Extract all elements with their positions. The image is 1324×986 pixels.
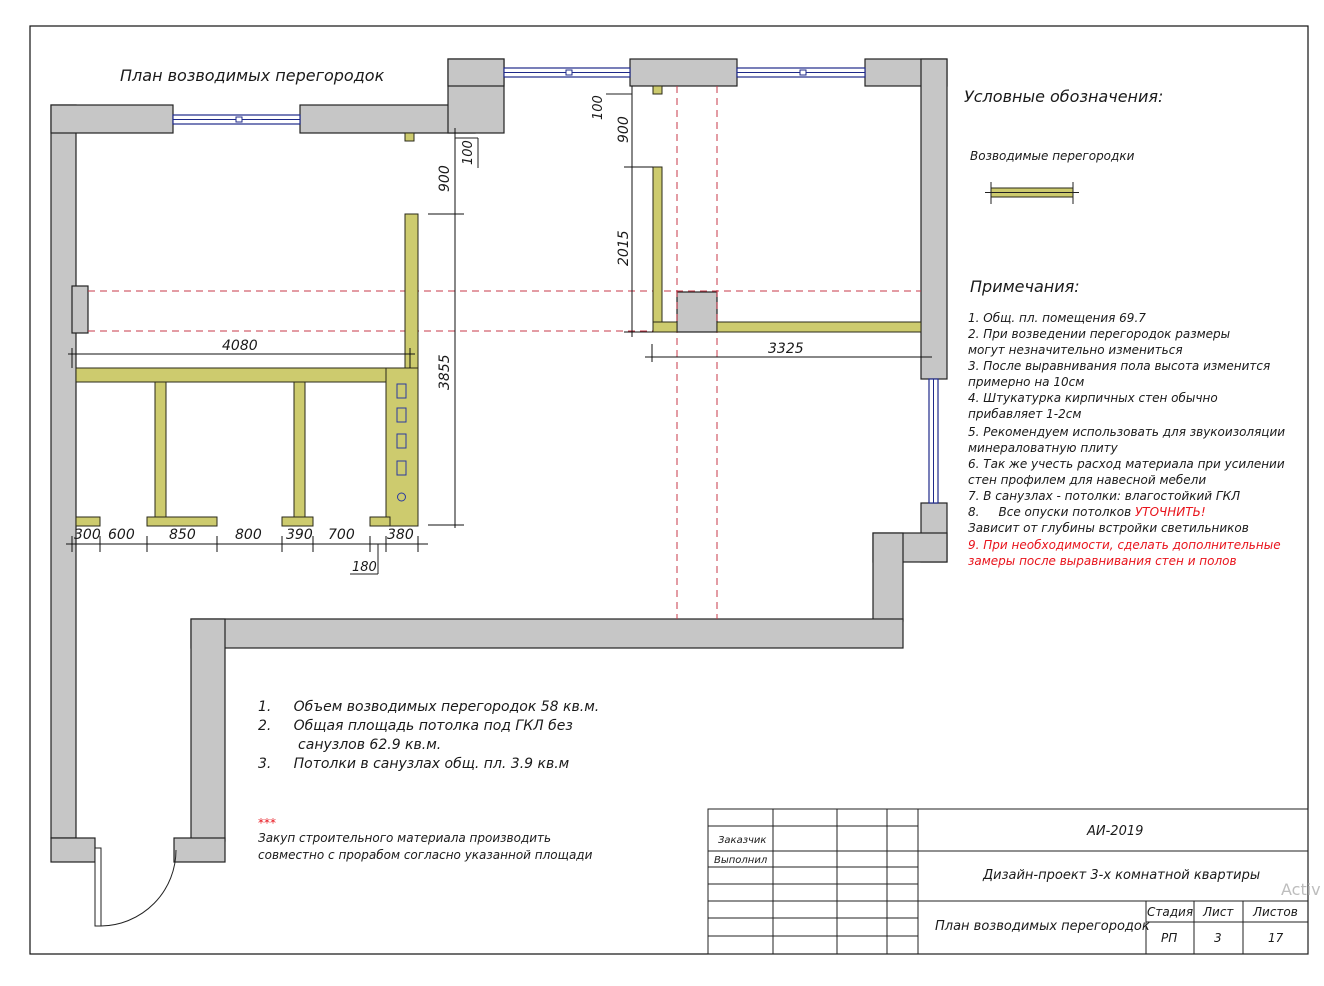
partition-horizontal-left	[76, 368, 418, 382]
wall-left	[51, 105, 76, 838]
note-8-text: 8. Все опуски потолков	[968, 505, 1135, 519]
note-line-14: Зависит от глубины встройки светильников	[968, 521, 1249, 535]
legend-item-label: Возводимые перегородки	[970, 149, 1135, 163]
partition-stub-right	[653, 86, 662, 94]
wall-entrance-right	[174, 838, 225, 862]
summary-line-2: 2. Общая площадь потолка под ГКЛ без	[258, 718, 573, 734]
notes-title: Примечания:	[970, 277, 1080, 296]
title-block	[708, 809, 1308, 954]
note-line-5: примерно на 10см	[968, 375, 1085, 389]
dim-800-label: 800	[235, 527, 262, 543]
wall-top-step	[448, 59, 504, 86]
notes	[968, 277, 1285, 568]
dim-100b-label: 100	[591, 95, 606, 120]
dim-850-label: 850	[169, 527, 196, 543]
note-line-1: 1. Общ. пл. помещения 69.7	[968, 311, 1146, 325]
tb-stage-value: РП	[1161, 931, 1178, 945]
note-line-2: 2. При возведении перегородок размеры	[968, 327, 1231, 341]
summary-line-1: 1. Объем возводимых перегородок 58 кв.м.	[258, 699, 600, 715]
wall-right-upper	[921, 59, 947, 379]
tb-sheet-title: План возводимых перегородок	[935, 919, 1150, 934]
tb-stage-label: Стадия	[1147, 905, 1194, 919]
dim-600-label: 600	[108, 527, 135, 543]
tb-sheet-value: 3	[1214, 931, 1222, 945]
dim-380-label: 380	[387, 527, 414, 543]
tb-sheets-value: 17	[1268, 931, 1284, 945]
partition-stub-left	[405, 133, 414, 141]
window-top-left-sash	[236, 117, 242, 122]
partition-wall-2	[294, 382, 305, 518]
note-line-10: 6. Так же учесть расход материала при усилении	[968, 457, 1285, 471]
tb-sheet-label: Лист	[1203, 905, 1234, 919]
windows	[173, 68, 938, 503]
dim-4080-label: 4080	[222, 338, 258, 354]
note-line-12: 7. В санузлах - потолки: влагостойкий ГКЛ	[968, 489, 1241, 503]
dim-900b-label: 900	[616, 116, 632, 143]
purchase-note	[258, 816, 593, 862]
partition-right-left-leg	[653, 322, 677, 332]
partition-horizontal-right	[717, 322, 921, 332]
window-top-right-sash	[800, 70, 806, 75]
note-line-7: прибавляет 1-2см	[968, 407, 1082, 421]
note-line-13	[968, 505, 1206, 519]
wall-step-2	[873, 533, 903, 621]
tb-customer-label: Заказчик	[718, 835, 767, 846]
purchase-note-stars: ***	[258, 816, 276, 830]
partition-foot-left	[76, 517, 100, 526]
purchase-note-line-1: Закуп строительного материала производить	[258, 831, 552, 845]
wall-top-left	[51, 105, 173, 133]
summary-line-4: 3. Потолки в санузлах общ. пл. 3.9 кв.м	[258, 756, 570, 772]
note-line-15: 9. При необходимости, сделать дополнительные	[968, 538, 1281, 552]
column-center	[677, 292, 717, 332]
tb-code: АИ-2019	[1087, 824, 1144, 839]
door-leaf	[95, 848, 101, 926]
partition-vertical-right	[653, 167, 662, 332]
dim-300-label: 300	[74, 527, 101, 543]
window-top-center-sash	[566, 70, 572, 75]
wall-entrance-left	[51, 838, 95, 862]
legend	[964, 87, 1163, 204]
partition-foot-1	[147, 517, 217, 526]
dim-3325-label: 3325	[768, 341, 804, 357]
dim-2015-label: 2015	[616, 230, 632, 266]
partition-installation-box	[386, 368, 418, 526]
note-line-8: 5. Рекомендуем использовать для звукоизоляции	[968, 425, 1286, 439]
note-8-highlight: УТОЧНИТЬ!	[1134, 505, 1206, 519]
note-line-3: могут незначительно измениться	[968, 343, 1183, 357]
note-line-4: 3. После выравнивания пола высота изменится	[968, 359, 1271, 373]
plan-title: План возводимых перегородок	[120, 66, 385, 85]
partition-vertical-upper	[405, 214, 418, 368]
note-line-16: замеры после выравнивания стен и полов	[968, 554, 1237, 568]
tb-project: Дизайн-проект 3-х комнатной квартиры	[983, 868, 1261, 883]
wall-top-pier	[630, 59, 737, 86]
summary	[258, 699, 599, 772]
dim-390-label: 390	[286, 527, 313, 543]
partitions	[76, 86, 921, 526]
partition-wall-1	[155, 382, 166, 518]
dim-100a-label: 100	[461, 140, 476, 165]
summary-line-3: санузлов 62.9 кв.м.	[258, 737, 442, 753]
dim-3855-label: 3855	[437, 354, 453, 390]
purchase-note-line-2: совместно с прорабом согласно указанной площади	[258, 848, 593, 862]
wall-niche	[72, 286, 88, 333]
wall-corridor	[191, 619, 225, 841]
note-line-6: 4. Штукатурка кирпичных стен обычно	[968, 391, 1218, 405]
activation-watermark: Activ	[1281, 880, 1321, 899]
wall-bottom	[191, 619, 903, 648]
dim-700-label: 700	[328, 527, 355, 543]
dim-900a-label: 900	[437, 165, 453, 192]
partition-foot-2	[282, 517, 313, 526]
partition-foot-3	[370, 517, 390, 526]
legend-title: Условные обозначения:	[964, 87, 1164, 106]
tb-performer-label: Выполнил	[714, 855, 768, 866]
dim-180-label: 180	[352, 560, 377, 575]
tb-sheets-label: Листов	[1253, 905, 1298, 919]
walls	[51, 59, 947, 862]
note-line-9: минераловатную плиту	[968, 441, 1118, 455]
note-line-11: стен профилем для навесной мебели	[968, 473, 1207, 487]
entrance-door	[95, 848, 176, 926]
door-swing-arc	[101, 850, 176, 926]
